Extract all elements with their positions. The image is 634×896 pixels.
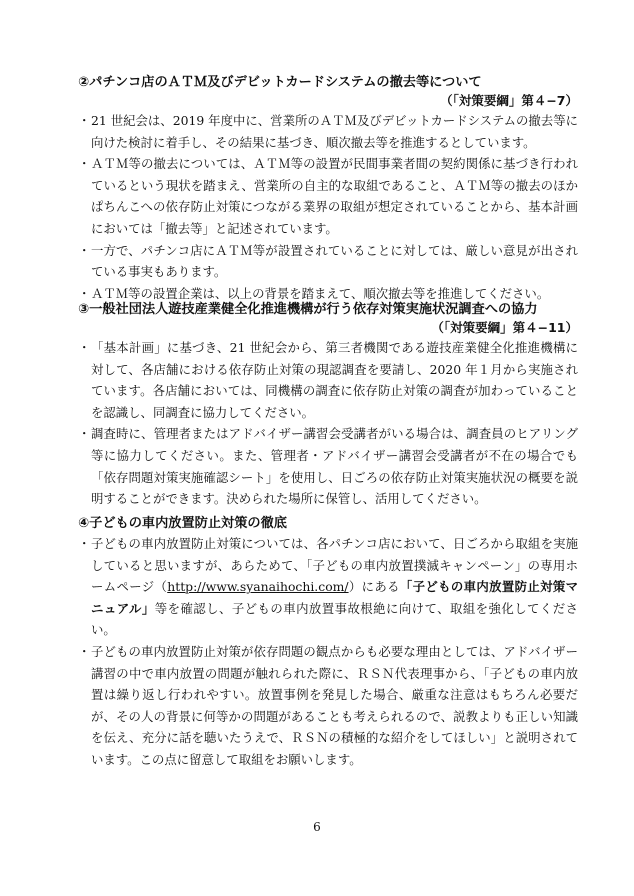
list-item: ・ 子どもの車内放置防止対策が依存問題の観点からも必要な理由としては、アドバイザー講習の中で車内放置の問題が触れられた際に、ＲＳＮ代表理事から、「子どもの車内放置は繰り返し行われやすい。放置事例を発見した場合、厳重な注意はもちろん必要だが、その人の背景に何等かの問題があることも考えられるので、説教よりも正しい知識を伝え、充分に話を聴いたうえで、ＲＳＮの積極的な紹介をしてほしい」と説明されています。この点に留意して取組をお願いします。	[78, 643, 578, 767]
campaign-homepage-link[interactable]: http://www.syanaihochi.com/	[167, 579, 349, 595]
manual-title: 「子どもの車内放置防止対策マニュアル」	[91, 579, 579, 616]
list-item: ・ 調査時に、管理者またはアドバイザー講習会受講者がいる場合は、調査員のヒアリング等に協力してください。また、管理者・アドバイザー講習会受講者が不在の場合でも「依存問題対策実施確認シート」を使用し、日ごろの依存防止対策実施状況の概要を説明することができます。決められた場所に保管し、活用してください。	[78, 426, 578, 507]
bullet-list	[78, 110, 578, 304]
list-item: ・ 21 世紀会は、2019 年度中に、営業所のＡＴＭ及びデビットカードシステムの撤去等に向けた検討に着手し、その結果に基づき、順次撤去等を推進するとしています。	[78, 113, 578, 150]
list-item: ・ ＡＴＭ等の設置企業は、以上の背景を踏まえて、順次撤去等を推進してください。	[78, 285, 550, 301]
section-title: ④子どもの車内放置防止対策の徹底	[78, 516, 287, 531]
page-number: 6	[313, 820, 321, 834]
section-reference: （「対策要綱」第４−7）	[440, 93, 578, 108]
list-item: ・ 「基本計画」に基づき、21 世紀会から、第三者機関である遊技産業健全化推進機構に対して、各店舗における依存防止対策の現認調査を要請し、2020 年１月から実施されています。各店舗においては、同機構の調査に依存防止対策の調査が加わっていることを認識し、同調査に協力してください。	[78, 340, 578, 420]
section-child-in-car	[78, 515, 578, 771]
bullet-list	[78, 533, 578, 771]
section-title: ③一般社団法人遊技産業健全化推進機構が行う依存対策実施状況調査への協力	[78, 302, 538, 317]
section-atm-removal	[78, 74, 578, 304]
section-reference: （「対策要綱」第４−11）	[431, 320, 578, 335]
list-item: ・ 一方で、パチンコ店にＡＴＭ等が設置されていることに対しては、厳しい意見が出されている事実もあります。	[78, 242, 578, 280]
section-title: ②パチンコ店のＡＴＭ及びデビットカードシステムの撤去等について	[78, 75, 482, 90]
list-item: ・ 子どもの車内放置防止対策については、各パチンコ店において、日ごろから取組を実施していると思いますが、あらためて、「子どもの車内放置撲滅キャンペーン」の専用ホームページ（http://www.syanaihochi.com/）にある「子どもの車内放置防止対策マニュアル」等を確認し、子どもの車内放置事故根絶に向けて、取組を強化してください。	[78, 536, 579, 638]
list-item: ・ ＡＴＭ等の撤去については、ＡＴＭ等の設置が民間事業者間の契約関係に基づき行われているという現状を踏まえ、営業所の自主的な取組であること、ＡＴＭ等の撤去のほかぱちんこへの依存防止対策につながる業界の取組が想定されていることから、基本計画においては「撤去等」と記述されています。	[78, 156, 578, 236]
bullet-list	[78, 337, 578, 510]
section-survey-cooperation	[78, 301, 578, 510]
